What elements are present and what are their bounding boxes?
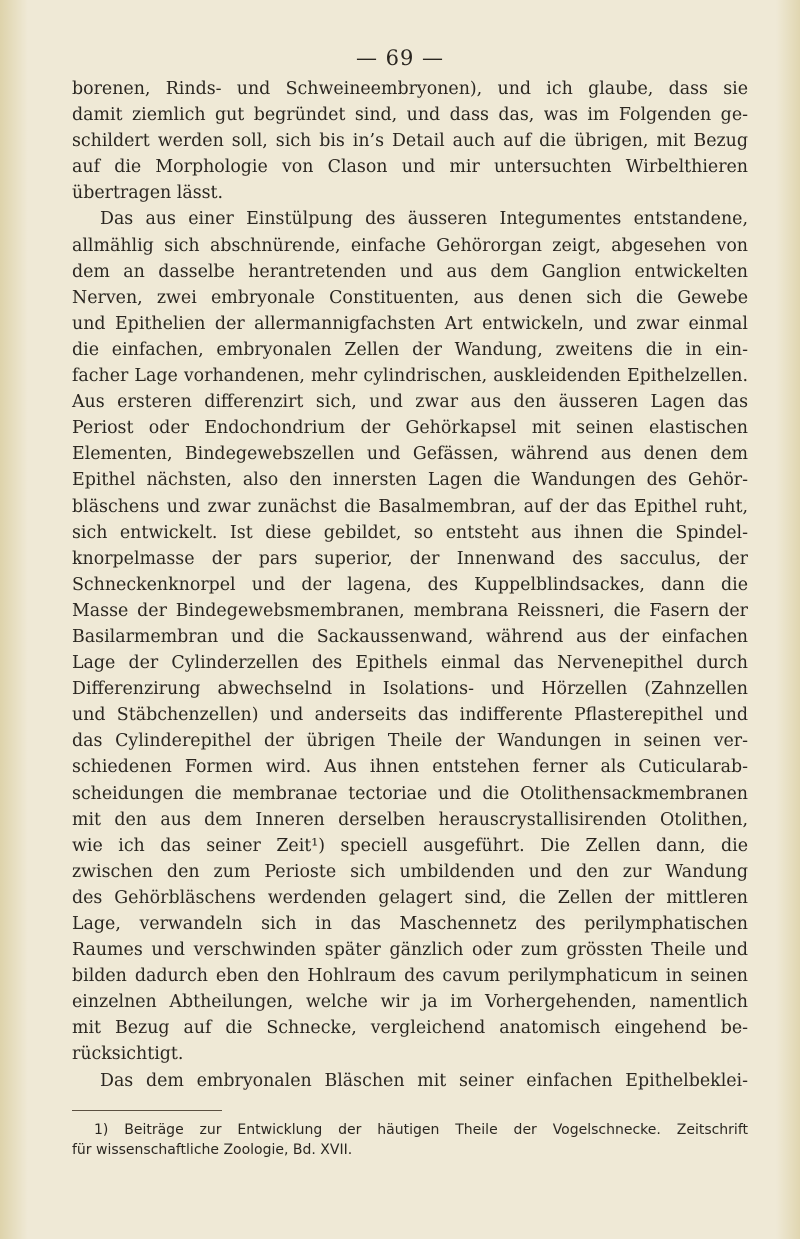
text-line: schildert werden soll, sich bis in’s Detail auch auf die übrigen, mit Bezug [72, 131, 748, 152]
text-line: bilden dadurch eben den Hohlraum des cavum perilymphaticum in seinen [72, 966, 748, 987]
text-line: Schneckenknorpel und der lagena, des Kuppelblindsackes, dann die [72, 574, 748, 595]
text-line: und Stäbchenzellen) und anderseits das indifferente Pflasterepithel und [72, 705, 748, 726]
text-line: und Epithelien der allermannigfachsten Art entwickeln, und zwar einmal [72, 313, 748, 334]
text-line: Das aus einer Einstülpung des äusseren Integumentes entstandene, [100, 209, 748, 230]
footnote [72, 1120, 748, 1160]
text-line: facher Lage vorhandenen, mehr cylindrischen, auskleidenden Epithelzellen. [72, 366, 748, 387]
text-line: das Cylinderepithel der übrigen Theile der Wandungen in seinen ver- [72, 731, 748, 752]
text-line: Raumes und verschwinden später gänzlich oder zum grössten Theile und [72, 940, 748, 961]
footnote-divider [72, 1110, 222, 1111]
text-line: scheidungen die membranae tectoriae und die Otolithensackmembranen [72, 783, 748, 804]
text-line: auf die Morphologie von Clason und mir untersuchten Wirbelthieren [72, 157, 748, 178]
text-line: borenen, Rinds- und Schweineembryonen), und ich glaube, dass sie [72, 79, 748, 99]
text-line: knorpelmasse der pars superior, der Innenwand des sacculus, der [72, 548, 748, 569]
footnote-line: für wissenschaftliche Zoologie, Bd. XVII. [72, 1142, 353, 1158]
text-line: einzelnen Abtheilungen, welche wir ja im Vorhergehenden, namentlich [72, 992, 748, 1013]
text-line: Lage, verwandeln sich in das Maschennetz des perilymphatischen [72, 914, 748, 934]
text-line: dem an dasselbe herantretenden und aus dem Ganglion entwickelten [72, 261, 748, 282]
text-line: Das dem embryonalen Bläschen mit seiner einfachen Epithelbeklei- [100, 1070, 748, 1091]
text-line: rücksichtigt. [72, 1044, 184, 1065]
text-line: Nerven, zwei embryonale Constituenten, aus denen sich die Gewebe [72, 287, 748, 308]
text-line: zwischen den zum Perioste sich umbildenden und den zur Wandung [72, 861, 748, 882]
text-line: Aus ersteren differenzirt sich, und zwar aus den äusseren Lagen das [72, 392, 748, 413]
main-text [72, 76, 748, 1094]
text-line: Basilarmembran und die Sackaussenwand, während aus der einfachen [72, 626, 748, 647]
text-line: die einfachen, embryonalen Zellen der Wandung, zweitens die in ein- [72, 339, 748, 360]
text-line: Periost oder Endochondrium der Gehörkapsel mit seinen elastischen [72, 418, 748, 439]
text-line: Epithel nächsten, also den innersten Lagen die Wandungen des Gehör- [72, 470, 748, 491]
text-line: Lage der Cylinderzellen des Epithels einmal das Nervenepithel durch [72, 653, 748, 674]
text-line: mit Bezug auf die Schnecke, vergleichend anatomisch eingehend be- [72, 1018, 748, 1039]
text-line: damit ziemlich gut begründet sind, und dass das, was im Folgenden ge- [72, 105, 748, 126]
text-line: übertragen lässt. [72, 183, 224, 204]
text-line: Differenzirung abwechselnd in Isolations- und Hörzellen (Zahnzellen [72, 679, 748, 700]
text-line: mit den aus dem Inneren derselben herauscrystallisirenden Otolithen, [72, 809, 748, 830]
text-line: bläschens und zwar zunächst die Basalmembran, auf der das Epithel ruht, [72, 496, 748, 517]
page-number: — 69 — [355, 46, 445, 70]
text-line: wie ich das seiner Zeit¹) speciell ausgeführt. Die Zellen dann, die [72, 835, 748, 856]
text-line: Masse der Bindegewebsmembranen, membrana Reissneri, die Fasern der [72, 600, 748, 621]
text-line: allmählig sich abschnürende, einfache Gehörorgan zeigt, abgesehen von [72, 235, 748, 256]
text-line: sich entwickelt. Ist diese gebildet, so entsteht aus ihnen die Spindel- [72, 522, 748, 543]
text-line: Elementen, Bindegewebszellen und Gefässen, während aus denen dem [72, 444, 748, 465]
text-line: schiedenen Formen wird. Aus ihnen entstehen ferner als Cuticularab- [72, 757, 748, 778]
text-line: des Gehörbläschens werdenden gelagert sind, die Zellen der mittleren [72, 887, 748, 908]
footnote-line: 1) Beiträge zur Entwicklung der häutigen Theile der Vogelschnecke. Zeitschrift [94, 1122, 748, 1138]
